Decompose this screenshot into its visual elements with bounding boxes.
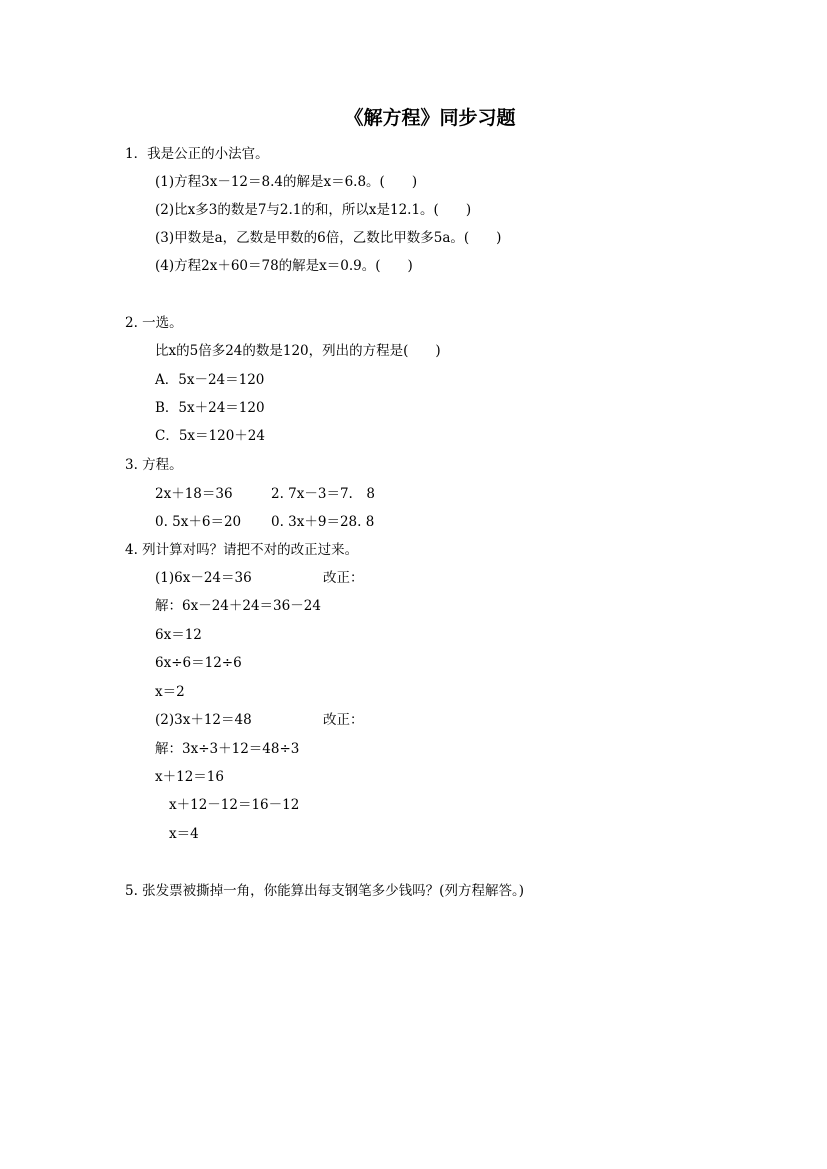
q2-heading: 2. 一选。 — [125, 315, 183, 331]
q5-heading: 5. 张发票被撕掉一角，你能算出每支钢笔多少钱吗？(列方程解答。) — [125, 883, 524, 899]
q3-equation-2: 2. 7x－3＝7. 8 — [271, 486, 375, 502]
q2-stem: 比x的5倍多24的数是120，列出的方程是( ) — [155, 343, 441, 359]
q4-p2-step-1: 解：3x÷3＋12＝48÷3 — [155, 741, 300, 757]
q4-p1-step-2: 6x＝12 — [155, 627, 202, 643]
q4-problem-1: (1)6x－24＝36 — [155, 570, 252, 586]
q4-p1-step-4: x＝2 — [155, 684, 185, 700]
q4-p2-step-4: x＝4 — [169, 826, 199, 842]
q4-p1-step-1: 解：6x－24＋24＝36－24 — [155, 598, 321, 614]
q3-equation-3: 0. 5x＋6＝20 — [155, 514, 242, 530]
q1-heading: 1．我是公正的小法官。 — [125, 146, 269, 162]
page-title: 《解方程》同步习题 — [344, 107, 516, 129]
q3-equation-4: 0. 3x＋9＝28. 8 — [271, 514, 375, 530]
q4-p2-step-3: x＋12－12＝16－12 — [169, 797, 300, 813]
q4-problem-2: (2)3x＋12＝48 — [155, 712, 252, 728]
q4-correction-label-2: 改正： — [323, 712, 364, 728]
q1-item-3: (3)甲数是a，乙数是甲数的6倍，乙数比甲数多5a。( ) — [155, 230, 502, 246]
q3-heading: 3. 方程。 — [125, 457, 183, 473]
q4-heading: 4. 列计算对吗？请把不对的改正过来。 — [125, 542, 359, 558]
q4-correction-label-1: 改正： — [323, 570, 364, 586]
q2-option-b: B．5x＋24＝120 — [155, 400, 265, 416]
q3-equation-1: 2x＋18＝36 — [155, 486, 233, 502]
q1-item-4: (4)方程2x＋60＝78的解是x＝0.9。( ) — [155, 258, 413, 274]
q2-option-a: A．5x－24＝120 — [155, 372, 265, 388]
q4-p2-step-2: x＋12＝16 — [155, 769, 224, 785]
q2-option-c: C．5x＝120＋24 — [155, 428, 265, 444]
q1-item-1: (1)方程3x－12＝8.4的解是x＝6.8。( ) — [155, 174, 418, 190]
q4-p1-step-3: 6x÷6＝12÷6 — [155, 655, 242, 671]
q1-item-2: (2)比x多3的数是7与2.1的和，所以x是12.1。( ) — [155, 202, 472, 218]
